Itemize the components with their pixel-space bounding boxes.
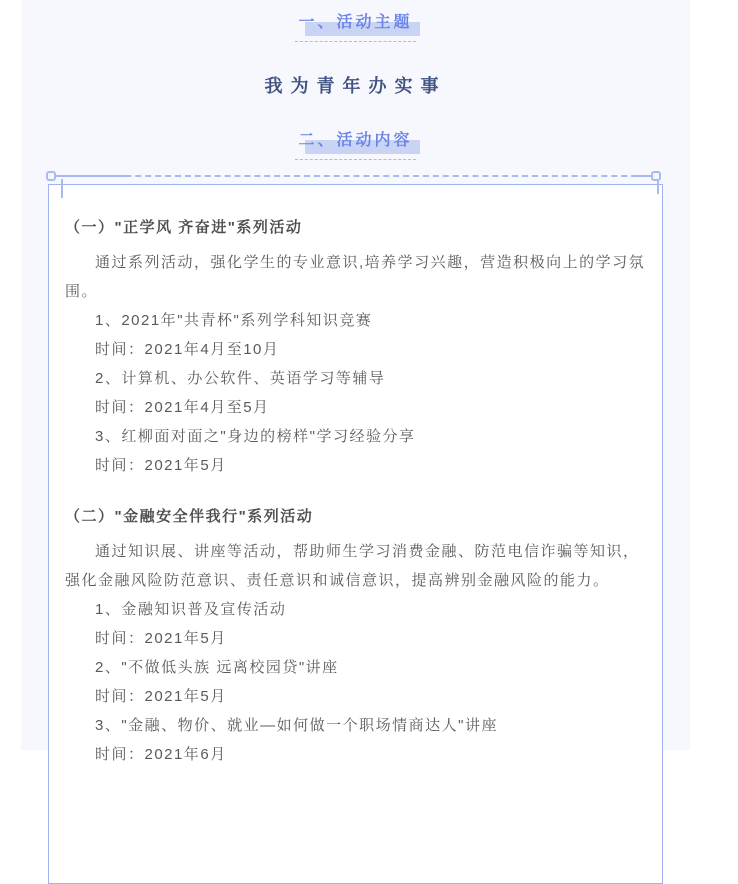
section-header-content [295,130,415,160]
section-1-heading: （一）"正学风 齐奋进"系列活动 [65,219,303,236]
frame-tick-right [657,179,659,194]
content-box [48,184,663,884]
section-2-item-2-time: 时间：2021年5月 [95,688,227,705]
section-2-item-3-name: 3、"金融、物价、就业—如何做一个职场情商达人"讲座 [95,717,498,734]
frame-dashed-line [56,175,657,177]
content-header-row [21,130,690,160]
section-header-theme [295,12,415,42]
section-1-item-3-name: 3、红柳面对面之"身边的榜样"学习经验分享 [95,428,416,445]
section-1-item-3-time: 时间：2021年5月 [95,457,227,474]
section-2-intro: 通过知识展、讲座等活动，帮助师生学习消费金融、防范电信诈骗等知识，强化金融风险防范意识、责任意识和诚信意识，提高辨别金融风险的能力。 [65,543,640,589]
frame-tick-left [61,179,63,198]
section-2-item-1-name: 1、金融知识普及宣传活动 [95,601,287,618]
section-1-intro: 通过系列活动，强化学生的专业意识,培养学习兴趣，营造积极向上的学习氛围。 [65,254,646,300]
frame-corner-circle-right [651,171,661,181]
section-1-item-2-time: 时间：2021年4月至5月 [95,399,270,416]
section-1-item-1-name: 1、2021年"共青杯"系列学科知识竞赛 [95,312,373,329]
page-title: 我为青年办实事 [264,76,447,96]
section-header-theme-label: 一、活动主题 [298,14,413,31]
section-2-item-3-time: 时间：2021年6月 [95,746,227,763]
frame-corner-circle-left [46,171,56,181]
activity-section-1 [65,213,646,480]
section-1-item-1-time: 时间：2021年4月至10月 [95,341,280,358]
section-2-item-1-time: 时间：2021年5月 [95,630,227,647]
section-1-item-2-name: 2、计算机、办公软件、英语学习等辅导 [95,370,386,387]
section-header-content-label: 二、活动内容 [298,132,413,149]
activity-section-2 [65,502,646,769]
frame-solid-line-left [56,175,130,177]
content-frame [48,184,663,884]
theme-header-row [21,12,690,42]
section-2-item-2-name: 2、"不做低头族 远离校园贷"讲座 [95,659,339,676]
section-2-heading: （二）"金融安全伴我行"系列活动 [65,508,314,525]
article-page [21,0,690,763]
